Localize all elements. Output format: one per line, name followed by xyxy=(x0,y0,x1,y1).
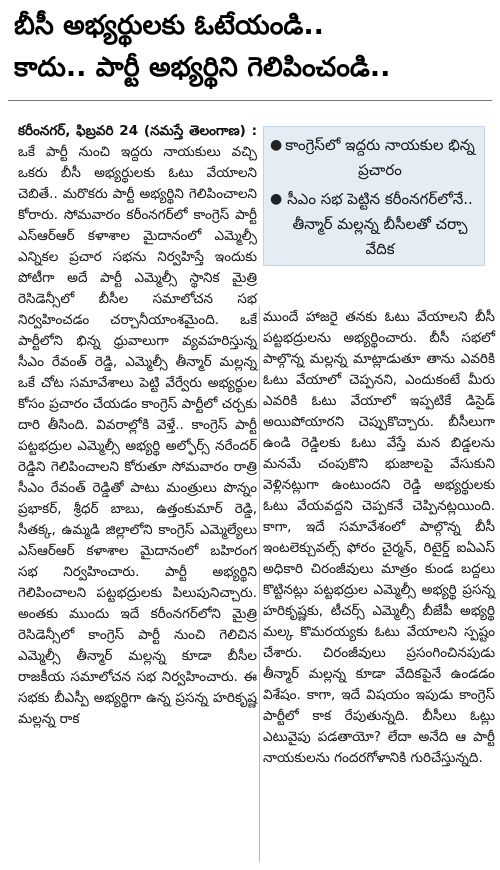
column-divider xyxy=(259,306,260,862)
bullet-icon: ● xyxy=(270,191,283,207)
highlight-item xyxy=(270,187,476,262)
highlight-text: కాంగ్రెస్‌లో ఇద్దరు నాయకుల భిన్న ప్రచారం xyxy=(285,136,475,179)
headline xyxy=(14,6,490,88)
headline-line-2: కాదు.. పార్టీ అభ్యర్థిని గెలిపించండి.. xyxy=(14,52,391,83)
highlight-text: సీఎం సభ పెట్టిన కరీంనగర్‌లోనే.. తీన్మార్ మల్లన్న బీసీలతో చర్చా వేదిక xyxy=(287,190,473,258)
headline-line-1: బీసీ అభ్యర్థులకు ఓటేయండి.. xyxy=(14,10,324,41)
highlights-box xyxy=(263,126,485,266)
article-body-left: ఒకే పార్టీ నుంచి ఇద్దరు నాయకులు వచ్చి ఒకరు బీసీ అభ్యర్థులకు ఓటు వేయాలని చెబితే.. మరొకరు పార్టీ అభ్యర్థిని గెలిపించాలని కోరారు. సోమవారం కరీంనగర్‌లో కాంగ్రెస్ పార్టీ ఎస్ఆర్ఆర్ కళాశాల మైదానంలో ఎమ్మెల్సీ ఎన్నికల ప్రచార సభను నిర్వహిస్తే ఇందుకు పోటీగా అదే పార్టీ ఎమ్మెల్సీ స్థానిక మైత్రి రెసిడెన్సీలో బీసీల సమాలోచన సభ నిర్వహించడం చర్చానీయాంశమైంది. ఒకే పార్టీలోని భిన్న ధ్రువాలుగా వ్యవహరిస్తున్న సీఎం రేవంత్ రెడ్డి, ఎమ్మెల్సీ తీన్మార్ మల్లన్న ఒకే చోట సమావేశాలు పెట్టి వేర్వేరు అభ్యర్థుల కోసం ప్రచారం చేయడం కాంగ్రెస్ పార్టీలో చర్చకు దారి తీసింది. వివరాల్లోకి వెళ్తే.. కాంగ్రెస్ పార్టీ పట్టభద్రుల ఎమ్మెల్సీ అభ్యర్థి అల్ఫోర్స్ నరేందర్ రెడ్డిని గెలిపించాలని కోరుతూ సోమవారం రాత్రి సీఎం రేవంత్ రెడ్డితో పాటు మంత్రులు పొన్నం ప్రభాకర్, శ్రీధర్ బాబు, ఉత్తంకుమార్ రెడ్డి, సీతక్క, ఉమ్మడి జిల్లాలోని కాంగ్రెస్ ఎమ్మెల్యేలు ఎస్ఆర్ఆర్ కళాశాల మైదానంలో బహిరంగ సభ నిర్వహించారు. పార్టీ అభ్యర్థిని గెలిపించాలని పట్టభద్రులకు పిలుపునిచ్చారు. అంతకు ముందు ఇదే కరీంనగర్‌లోని మైత్రి రెసిడెన్సీలో కాంగ్రెస్ పార్టీ నుంచి గెలిచిన ఎమ్మెల్సీ తీన్మార్ మల్లన్న కూడా బీసీల రాజకీయ సమాలోచన సభ నిర్వహించారు. ఈ సభకు బీఎస్పీ అభ్యర్థిగా ఉన్న ప్రసన్న హరికృష్ణ మల్లన్న రాక xyxy=(18,144,257,727)
dateline: కరీంనగర్, ఫిబ్రవరి 24 (నమస్తే తెలంగాణ) : xyxy=(18,123,257,139)
highlight-item xyxy=(270,133,476,183)
article-column-right xyxy=(263,307,495,769)
bullet-icon: ● xyxy=(270,137,283,153)
article-column-left xyxy=(18,121,257,730)
headline-rule xyxy=(8,100,492,101)
article-body-right: ముందే హాజరై తనకు ఓటు వేయాలని బీసీ పట్టభద్రులను అభ్యర్థించారు. బీసీ సభలో పాల్గొన్న మల్లన్న మాట్లాడుతూ తాను ఎవరికి ఓటు వేయాలో చెప్పనని, ఎందుకంటే మీరు ఎవరికి ఓటు వేయాలో ఇప్పటికే డిసైడ్ అయిపోయారని చెప్పుకొచ్చారు. బీసీలుగా ఉండి రెడ్డిలకు ఓటు వేస్తే మన బిడ్డలను మనమే చంపుకొని భుజాలపై వేసుకుని వెళ్లినట్లుగా ఉంటుందని రెడ్డి అభ్యర్థులకు ఓటు వేయవద్దని చెప్పకనే చెప్పినట్లయింది. కాగా, ఇదే సమావేశంలో పాల్గొన్న బీసీ ఇంటలెక్చువల్స్ ఫోరం చైర్మన్, రిటైర్డ్ ఐఏఎస్ అధికారి చిరంజీవులు మాత్రం కుండ బద్దలు కొట్టినట్లు పట్టభద్రుల ఎమ్మెల్సీ అభ్యర్థి ప్రసన్న హరికృష్ణకు, టీచర్స్ ఎమ్మెల్సీ బీజేపీ అభ్యర్థి మల్క కొమరయ్యకు ఓటు వేయాలని స్పష్టం చేశారు. చిరంజీవులు ప్రసంగించినపుడు తీన్మార్ మల్లన్న కూడా వేదికపైనే ఉండడం విశేషం. కాగా, ఇదే విషయం ఇపుడు కాంగ్రెస్ పార్టీలో కాక రేపుతున్నది. బీసీలు ఓట్లు ఎటువైపు పడతాయో? లేదా అనేది ఆ పార్టీ నాయకులను గందరగోళానికి గురిచేస్తున్నది. xyxy=(263,309,495,766)
